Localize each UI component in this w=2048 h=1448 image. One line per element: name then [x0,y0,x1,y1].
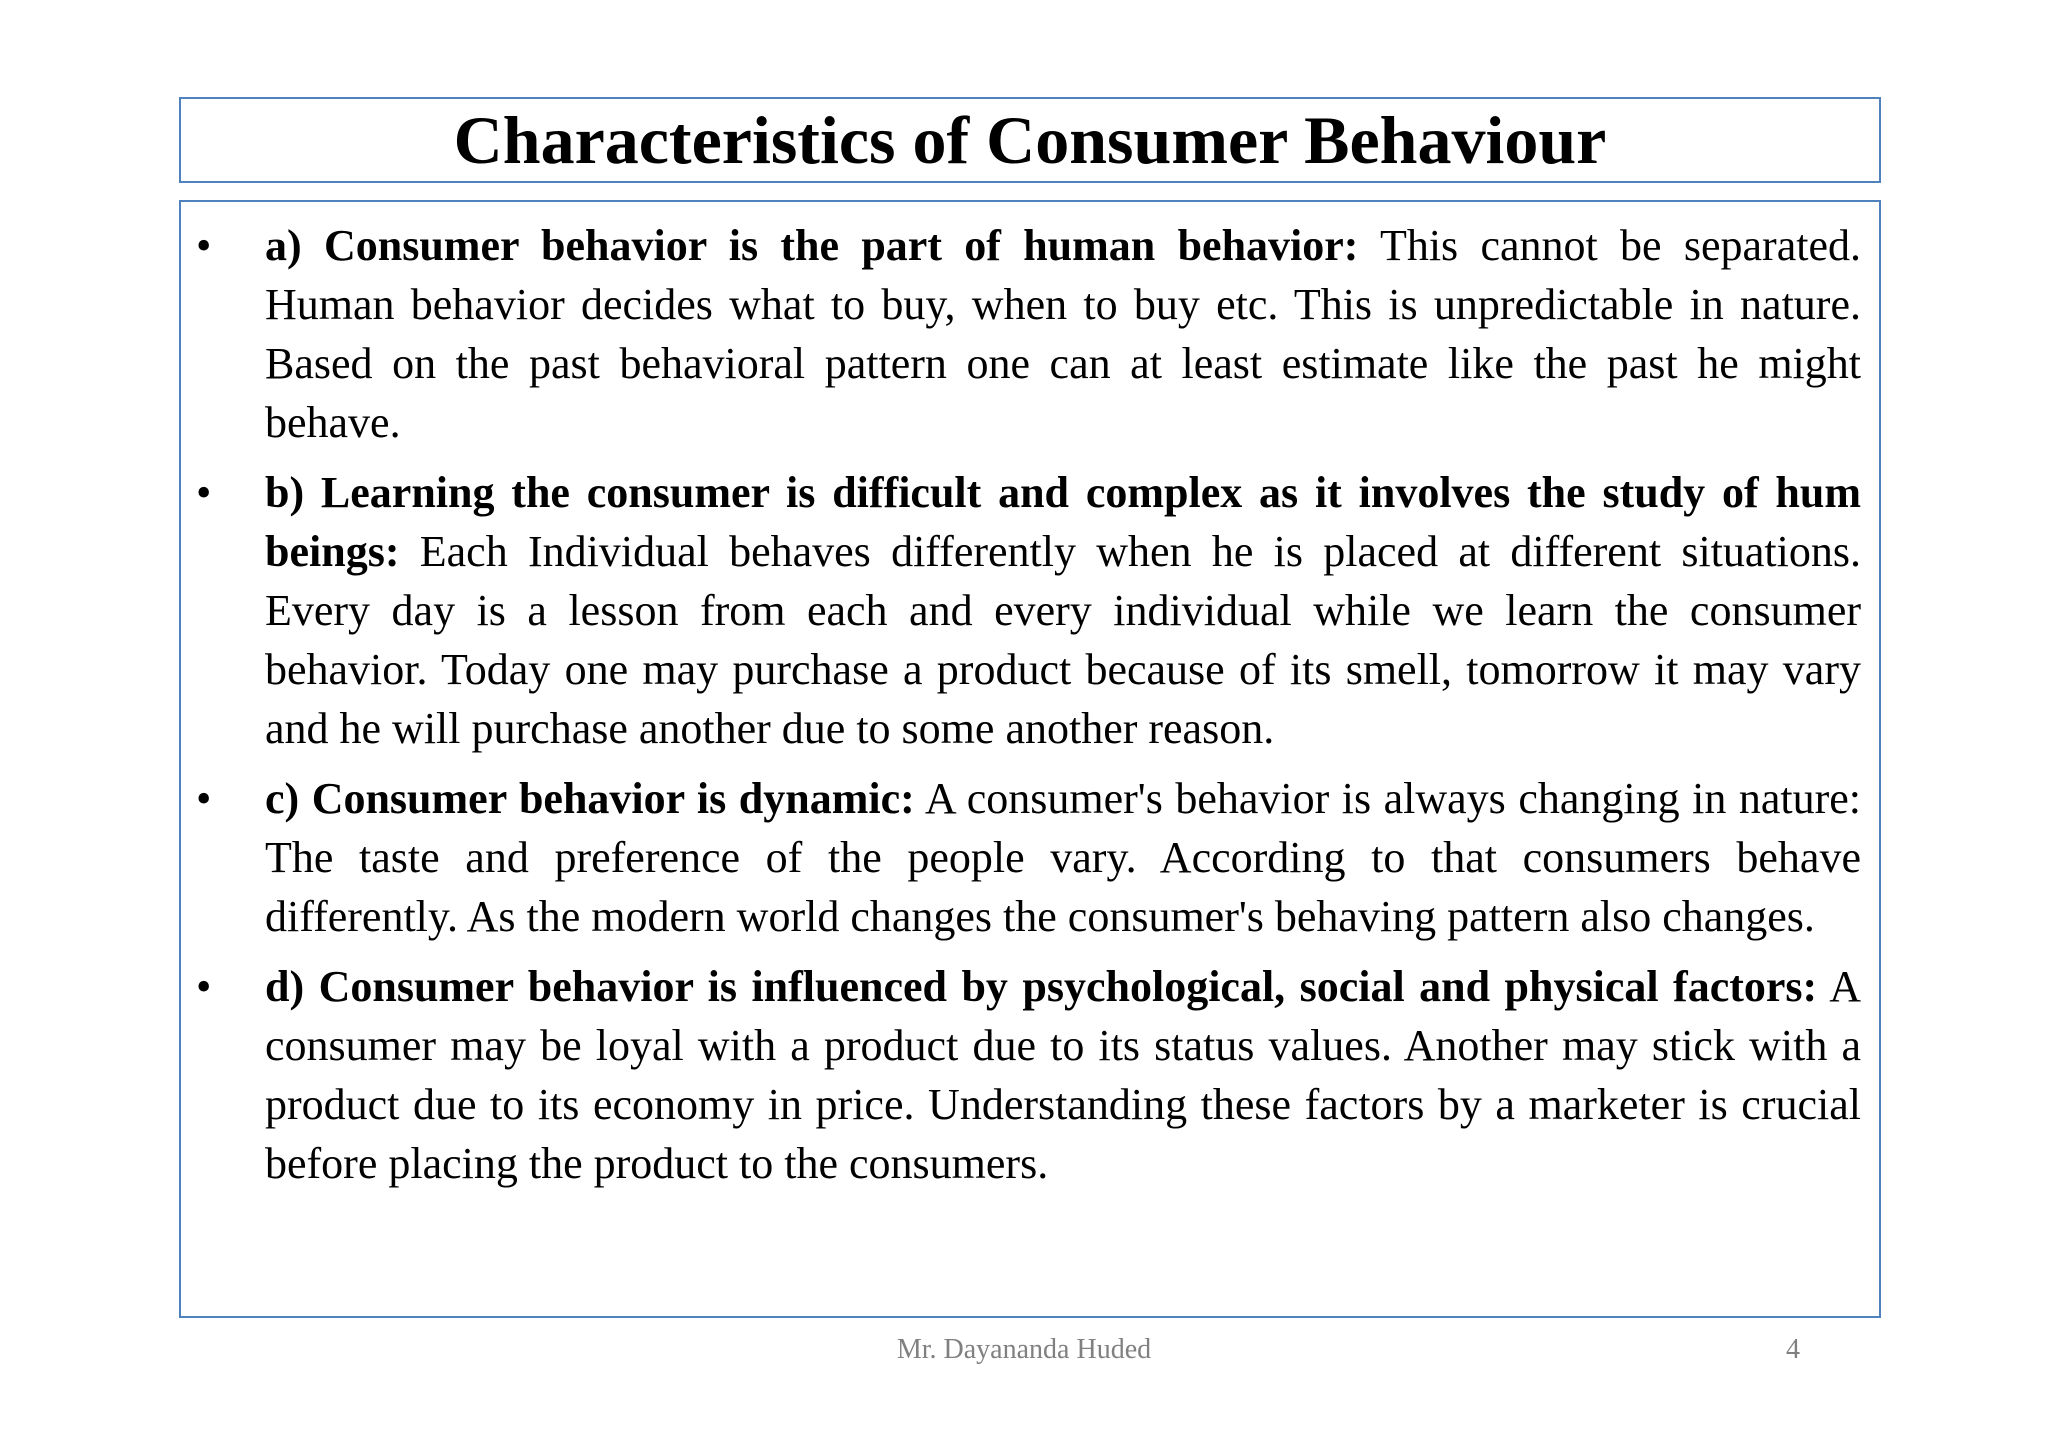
bullet-icon: • [196,468,212,517]
bullet-icon: • [196,962,212,1011]
bullet-icon: • [196,774,212,823]
content-frame [179,200,1881,1318]
bullet-heading: d) Consumer behavior is influenced by psychological, social and physical factors: [265,962,1818,1011]
bullet-item-c [181,769,1861,946]
bullet-body: Each Individual behaves differently when he is placed at different situations. Every day is a lesson from each and every individual while we learn the consumer behavior. Today one may purchase a product because of its smell, tomorrow it may vary and he will purchase another due to some another reason. [265,527,1861,753]
bullet-body: A consumer may be loyal with a product due to its status values. Another may stick with a product due to its economy in price. Understanding these factors by a marketer is crucial before placing the product to the consumers. [265,962,1861,1188]
bullet-item-d [181,957,1861,1193]
bullet-item-a [181,216,1861,452]
bullet-heading: b) Learning the consumer is difficult and complex as it involves the study of hum beings: [265,468,1861,576]
bullet-list [181,216,1861,1193]
slide-title: Characteristics of Consumer Behaviour [453,102,1607,178]
bullet-body: A consumer's behavior is always changing in nature: The taste and preference of the people vary. According to that consumers behave differently. As the modern world changes the consumer's behaving pattern also changes. [265,774,1862,941]
bullet-icon: • [196,221,212,270]
page-number: 4 [1786,1334,1800,1365]
bullet-item-b [181,463,1861,758]
bullet-body: This cannot be separated. Human behavior decides what to buy, when to buy etc. This is unpredictable in nature. Based on the past behavioral pattern one can at least estimate like the past he might behave. [265,221,1861,447]
bullet-heading: a) Consumer behavior is the part of human behavior: [265,221,1359,270]
footer-author: Mr. Dayananda Huded [896,1334,1152,1365]
bullet-heading: c) Consumer behavior is dynamic: [265,774,915,823]
title-frame [179,97,1881,183]
